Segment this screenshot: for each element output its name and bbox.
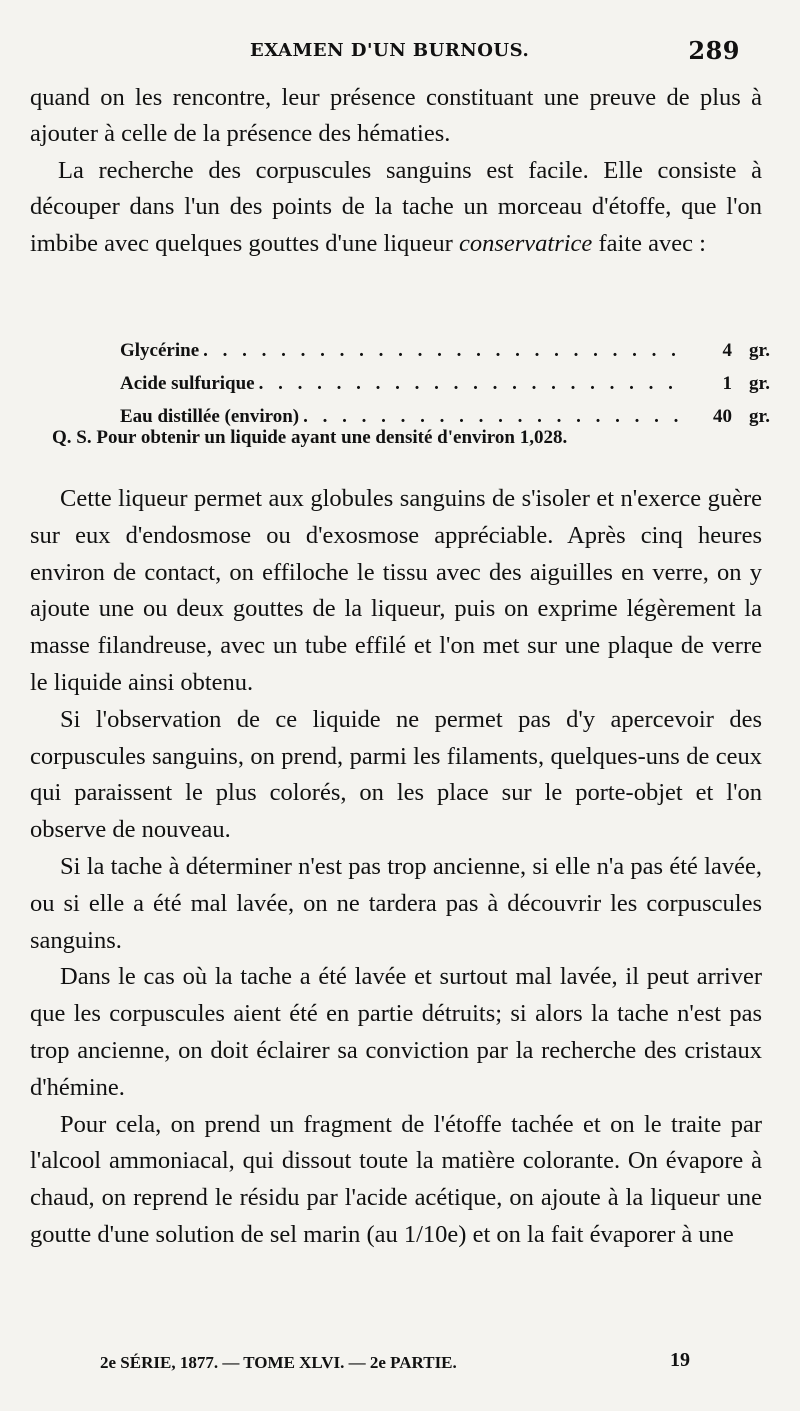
italic-term: conservatrice [458, 229, 593, 257]
page-footer [100, 1349, 690, 1373]
paragraph: Si la tache à déterminer n'est pas trop ancienne, si elle n'a pas été lavée, ou si elle a été mal lavée, on ne tardera pas à découvrir les corpuscules sanguins. [30, 852, 762, 954]
recipe-row [120, 334, 770, 367]
ingredient-quantity: 4 [722, 340, 732, 361]
ingredient-unit: gr. [749, 373, 770, 394]
qs-note: Q. S. Pour obtenir un liquide ayant une densité d'environ 1,028. [52, 427, 568, 448]
page-header [250, 36, 740, 66]
ingredient-name: Acide sulfurique [120, 373, 255, 394]
paragraph [30, 153, 762, 262]
ingredient-unit: gr. [749, 406, 770, 427]
paragraph-text: La recherche des corpuscules sanguins est facile. Elle consiste à découper dans l'un des points de la tache un morceau d'étoffe, que l'on imbibe avec quelques gouttes d'une liqueur [30, 156, 762, 257]
main-text [30, 481, 762, 1254]
ingredient-name: Eau distillée (environ) [120, 406, 300, 427]
paragraph: Dans le cas où la tache a été lavée et surtout mal lavée, il peut arriver que les corpuscules aient été en partie détruits; si alors la tache n'est pas trop ancienne, on doit éclairer sa conviction par la recherche des cristaux d'hémine. [30, 963, 762, 1101]
ingredient-name: Glycérine [120, 340, 200, 361]
leader-dots [199, 334, 682, 367]
intro-text [30, 80, 762, 262]
page-number: 289 [688, 36, 740, 65]
series-line: 2e SÉRIE, 1877. — TOME XLVI. — 2e PARTIE. [100, 1353, 457, 1372]
leader-dots [255, 367, 682, 400]
paragraph: Si l'observation de ce liquide ne permet pas d'y apercevoir des corpuscules sanguins, on prend, parmi les filaments, quelques-uns de ceux qui paraissent le plus colorés, on les place sur le porte-objet et l'on observe de nouveau. [30, 705, 762, 844]
ingredient-quantity: 1 [722, 373, 732, 394]
running-title: EXAMEN D'UN BURNOUS. [250, 40, 530, 61]
paragraph: quand on les rencontre, leur présence constituant une preuve de plus à ajouter à celle de la présence des hématies. [30, 84, 762, 148]
paragraph: Cette liqueur permet aux globules sanguins de s'isoler et n'exerce guère sur eux d'endosmose ou d'exosmose appréciable. Après cinq heures environ de contact, on effiloche le tissu avec des aiguilles en verre, on y ajoute une ou deux gouttes de la liqueur, puis on exprime légèrement la masse filandreuse, avec un tube effilé et l'on met sur une plaque de verre le liquide ainsi obtenu. [30, 485, 762, 696]
recipe-row [120, 367, 770, 400]
paragraph-text: faite avec : [592, 229, 706, 257]
paragraph: Pour cela, on prend un fragment de l'étoffe tachée et on le traite par l'alcool ammoniacal, qui dissout toute la matière colorante. On évapore à chaud, on reprend le résidu par l'acide acétique, on ajoute à la liqueur une goutte d'une solution de sel marin (au 1/10e) et on la fait évaporer à une [30, 1110, 762, 1248]
signature-mark: 19 [670, 1349, 690, 1371]
ingredient-unit: gr. [749, 340, 770, 361]
recipe-table [120, 334, 770, 433]
ingredient-quantity: 40 [713, 406, 732, 427]
